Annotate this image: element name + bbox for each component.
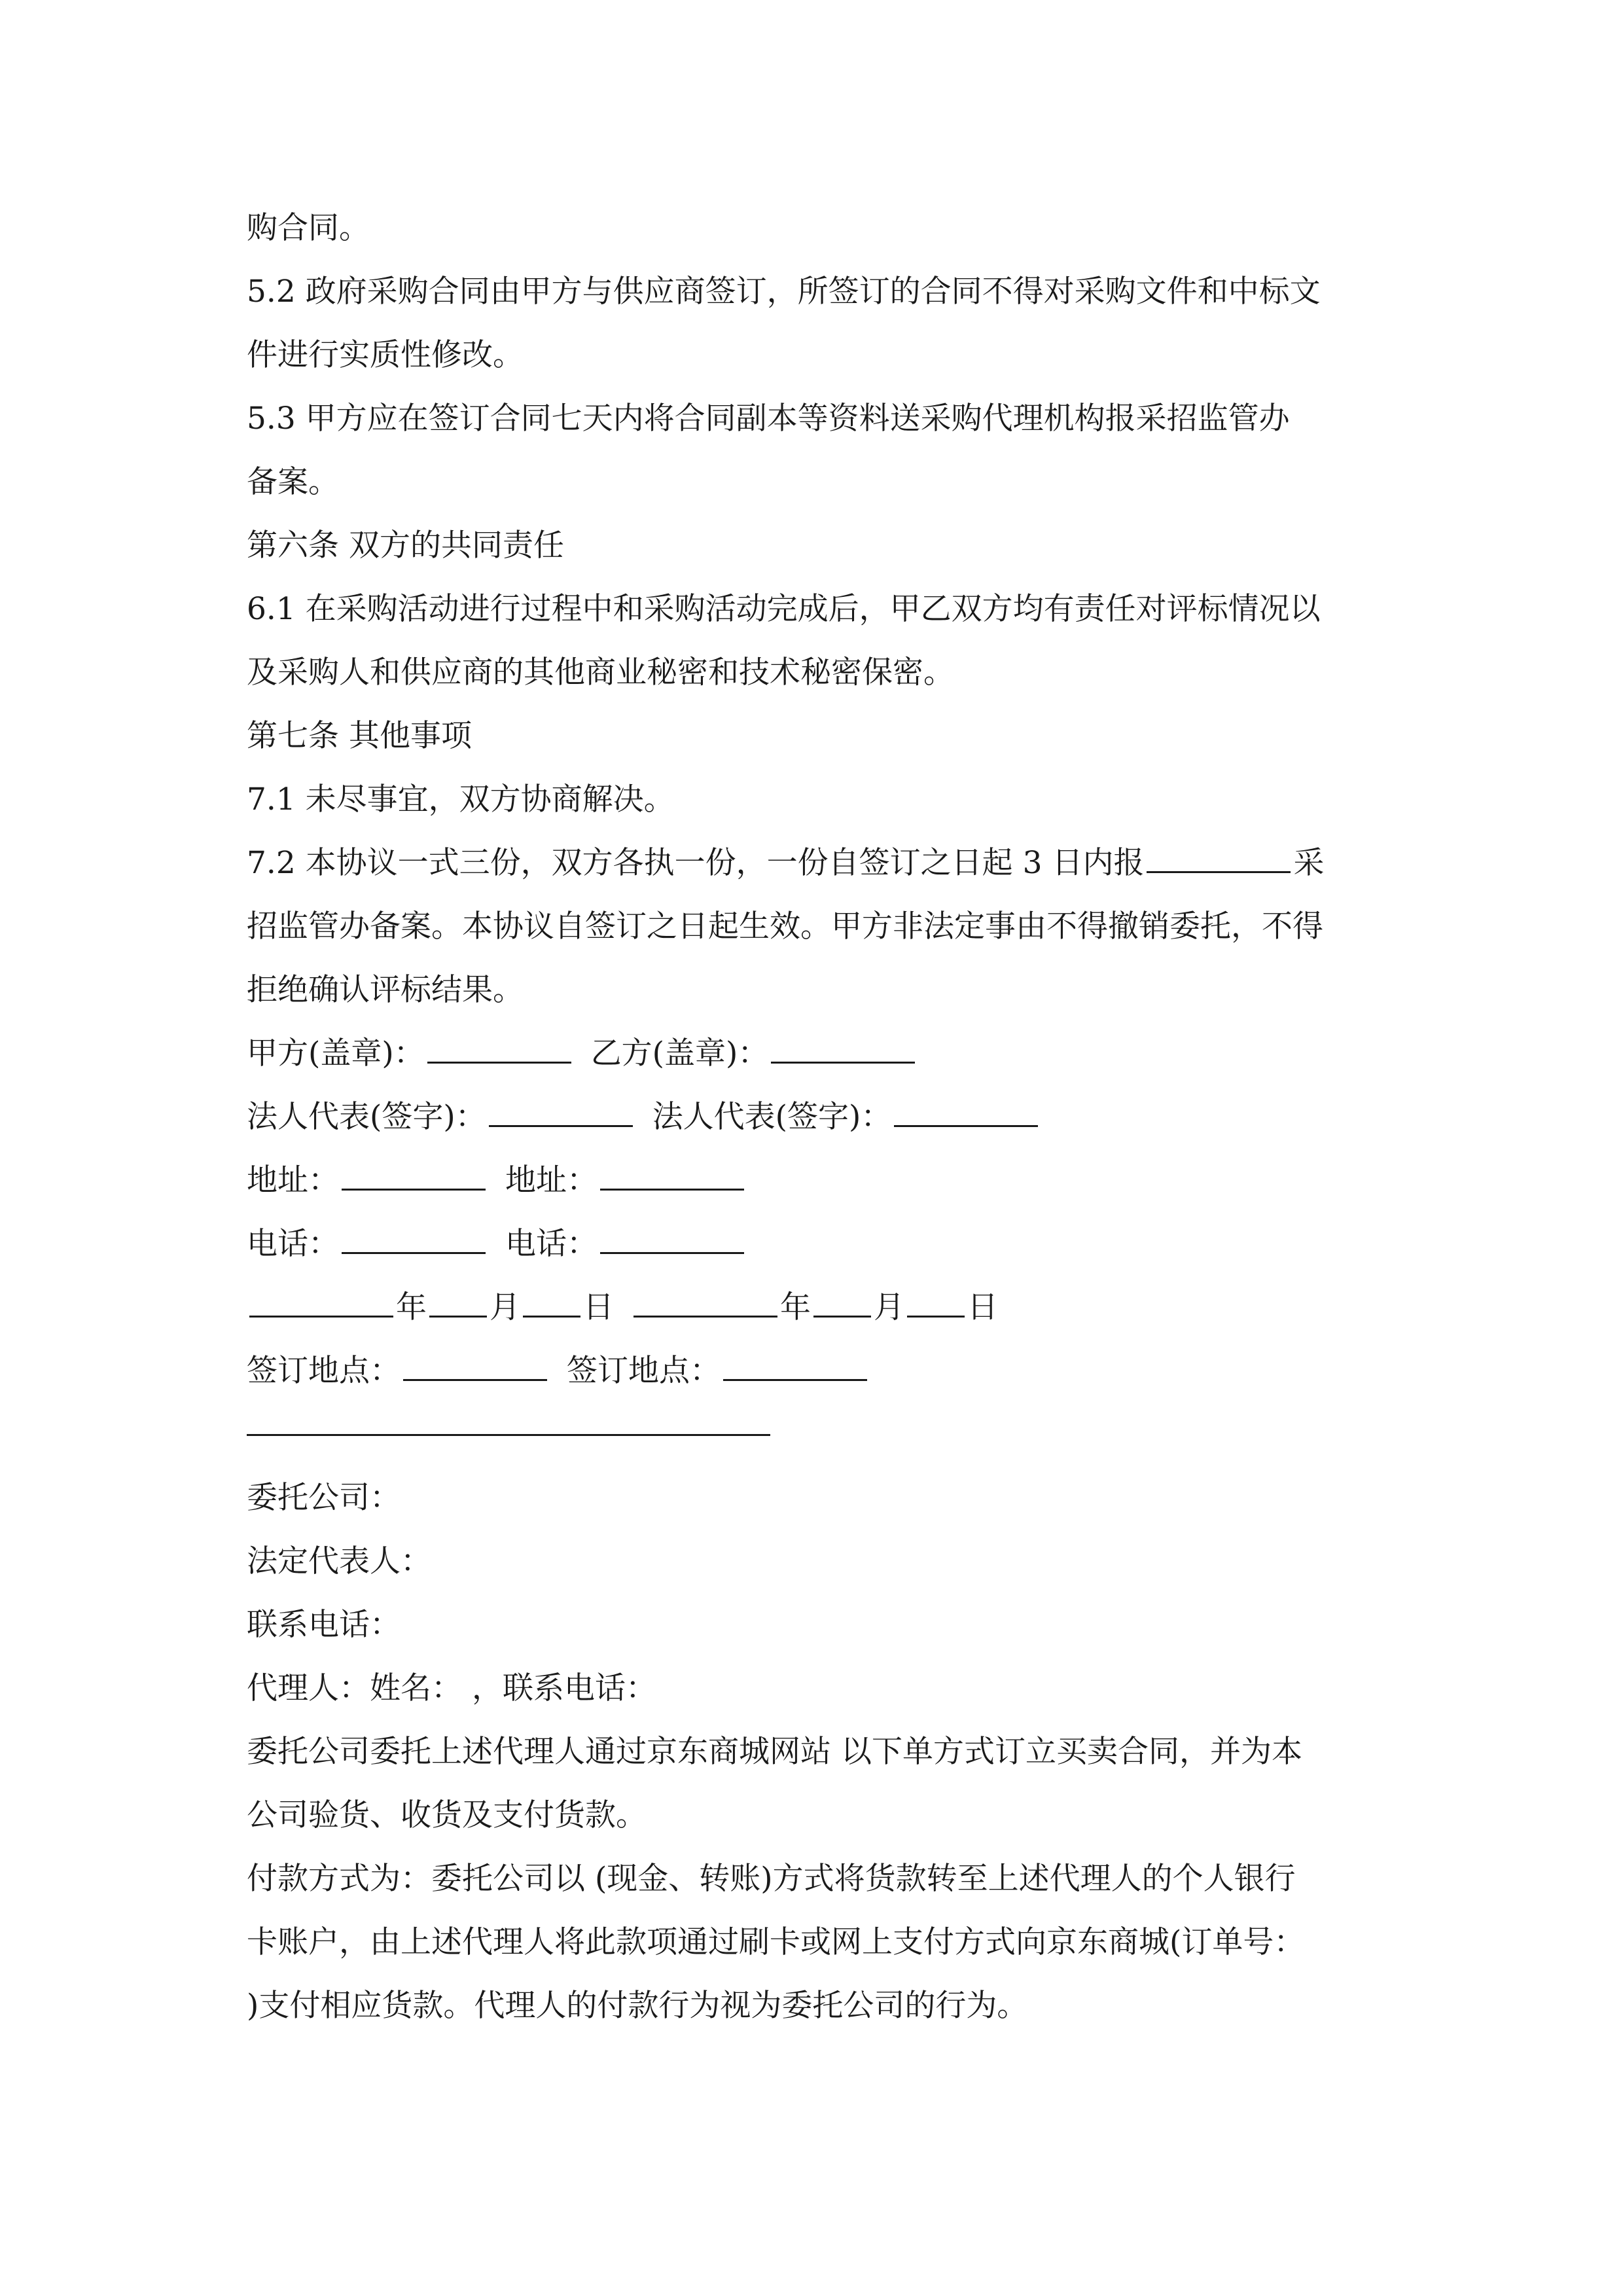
- article-6-heading: 第六条 双方的共同责任: [247, 528, 564, 564]
- text-line: 公司验货、收货及支付货款。: [247, 1797, 647, 1833]
- party-b-seal-label: 乙方(盖章)：: [590, 1035, 769, 1071]
- clause-5-3: 5.3 甲方应在签订合同七天内将合同副本等资料送采购代理机构报采招监管办: [247, 401, 1290, 437]
- clause-6-1: 6.1 在采购活动进行过程中和采购活动完成后，甲乙双方均有责任对评标情况以: [247, 591, 1321, 627]
- party-b-seal-field[interactable]: [771, 1025, 915, 1064]
- address-b-label: 地址：: [505, 1162, 597, 1198]
- text-line: 件进行实质性修改。: [247, 337, 524, 373]
- day-label: 日: [583, 1289, 614, 1325]
- text-line: 及采购人和供应商的其他商业秘密和技术秘密保密。: [247, 655, 954, 691]
- text-line: )支付相应货款。代理人的付款行为视为委托公司的行为。: [247, 1988, 1028, 2024]
- agent-line: 代理人：姓名： ，联系电话：: [247, 1670, 656, 1706]
- place-a-label: 签订地点：: [247, 1353, 401, 1389]
- clause-7-2-tail: 采: [1293, 845, 1325, 881]
- month-label: 月: [490, 1289, 520, 1325]
- clause-7-1: 7.1 未尽事宜，双方协商解决。: [247, 781, 675, 817]
- party-a-seal-label: 甲方(盖章)：: [247, 1035, 425, 1071]
- legal-rep-b-field[interactable]: [894, 1088, 1038, 1127]
- month-a-field[interactable]: [429, 1279, 487, 1318]
- text-line: 付款方式为：委托公司以 (现金、转账)方式将货款转至上述代理人的个人银行: [247, 1861, 1296, 1897]
- year-b-field[interactable]: [633, 1279, 777, 1318]
- place-row: [247, 1339, 1379, 1403]
- address-b-field[interactable]: [600, 1152, 744, 1191]
- year-label: 年: [780, 1289, 811, 1325]
- phone-b-field[interactable]: [600, 1215, 744, 1254]
- phone-a-field[interactable]: [342, 1215, 486, 1254]
- day-b-field[interactable]: [907, 1279, 965, 1318]
- place-b-field[interactable]: [723, 1342, 867, 1381]
- legal-rep-a-field[interactable]: [489, 1088, 633, 1127]
- legal-rep-row: [247, 1085, 1379, 1149]
- year-a-field[interactable]: [249, 1279, 393, 1318]
- seal-row: [247, 1022, 1379, 1085]
- day-label: 日: [967, 1289, 998, 1325]
- text-line: 招监管办备案。本协议自签订之日起生效。甲方非法定事由不得撤销委托，不得: [247, 908, 1323, 944]
- month-b-field[interactable]: [813, 1279, 871, 1318]
- address-a-label: 地址：: [247, 1162, 339, 1198]
- legal-rep-line: 法定代表人：: [247, 1543, 431, 1579]
- year-label: 年: [396, 1289, 427, 1325]
- fill-blank[interactable]: [1147, 834, 1291, 873]
- address-row: [247, 1149, 1379, 1212]
- text-line: 备案。: [247, 464, 339, 500]
- phone-row: [247, 1212, 1379, 1276]
- section-divider: [247, 1434, 770, 1436]
- company-line: 委托公司：: [247, 1480, 401, 1516]
- contact-phone-line: 联系电话：: [247, 1607, 401, 1643]
- text-line: 拒绝确认评标结果。: [247, 972, 524, 1008]
- legal-rep-b-label: 法人代表(签字)：: [652, 1099, 892, 1135]
- day-a-field[interactable]: [523, 1279, 580, 1318]
- date-row: [247, 1276, 1379, 1339]
- month-label: 月: [874, 1289, 904, 1325]
- clause-7-2: [247, 831, 1379, 895]
- text-line: 委托公司委托上述代理人通过京东商城网站 以下单方式订立买卖合同，并为本: [247, 1734, 1302, 1770]
- phone-b-label: 电话：: [505, 1226, 597, 1262]
- place-a-field[interactable]: [403, 1342, 547, 1381]
- clause-7-2-text: 7.2 本协议一式三份，双方各执一份，一份自签订之日起 3 日内报: [247, 845, 1145, 881]
- place-b-label: 签订地点：: [567, 1353, 721, 1389]
- legal-rep-a-label: 法人代表(签字)：: [247, 1099, 486, 1135]
- phone-a-label: 电话：: [247, 1226, 339, 1262]
- text-line: 卡账户，由上述代理人将此款项通过刷卡或网上支付方式向京东商城(订单号：: [247, 1924, 1305, 1960]
- article-7-heading: 第七条 其他事项: [247, 718, 472, 754]
- text-line: 购合同。: [247, 210, 370, 246]
- document-page: [247, 196, 1379, 2037]
- clause-5-2: 5.2 政府采购合同由甲方与供应商签订，所签订的合同不得对采购文件和中标文: [247, 274, 1321, 310]
- party-a-seal-field[interactable]: [427, 1025, 571, 1064]
- address-a-field[interactable]: [342, 1152, 486, 1191]
